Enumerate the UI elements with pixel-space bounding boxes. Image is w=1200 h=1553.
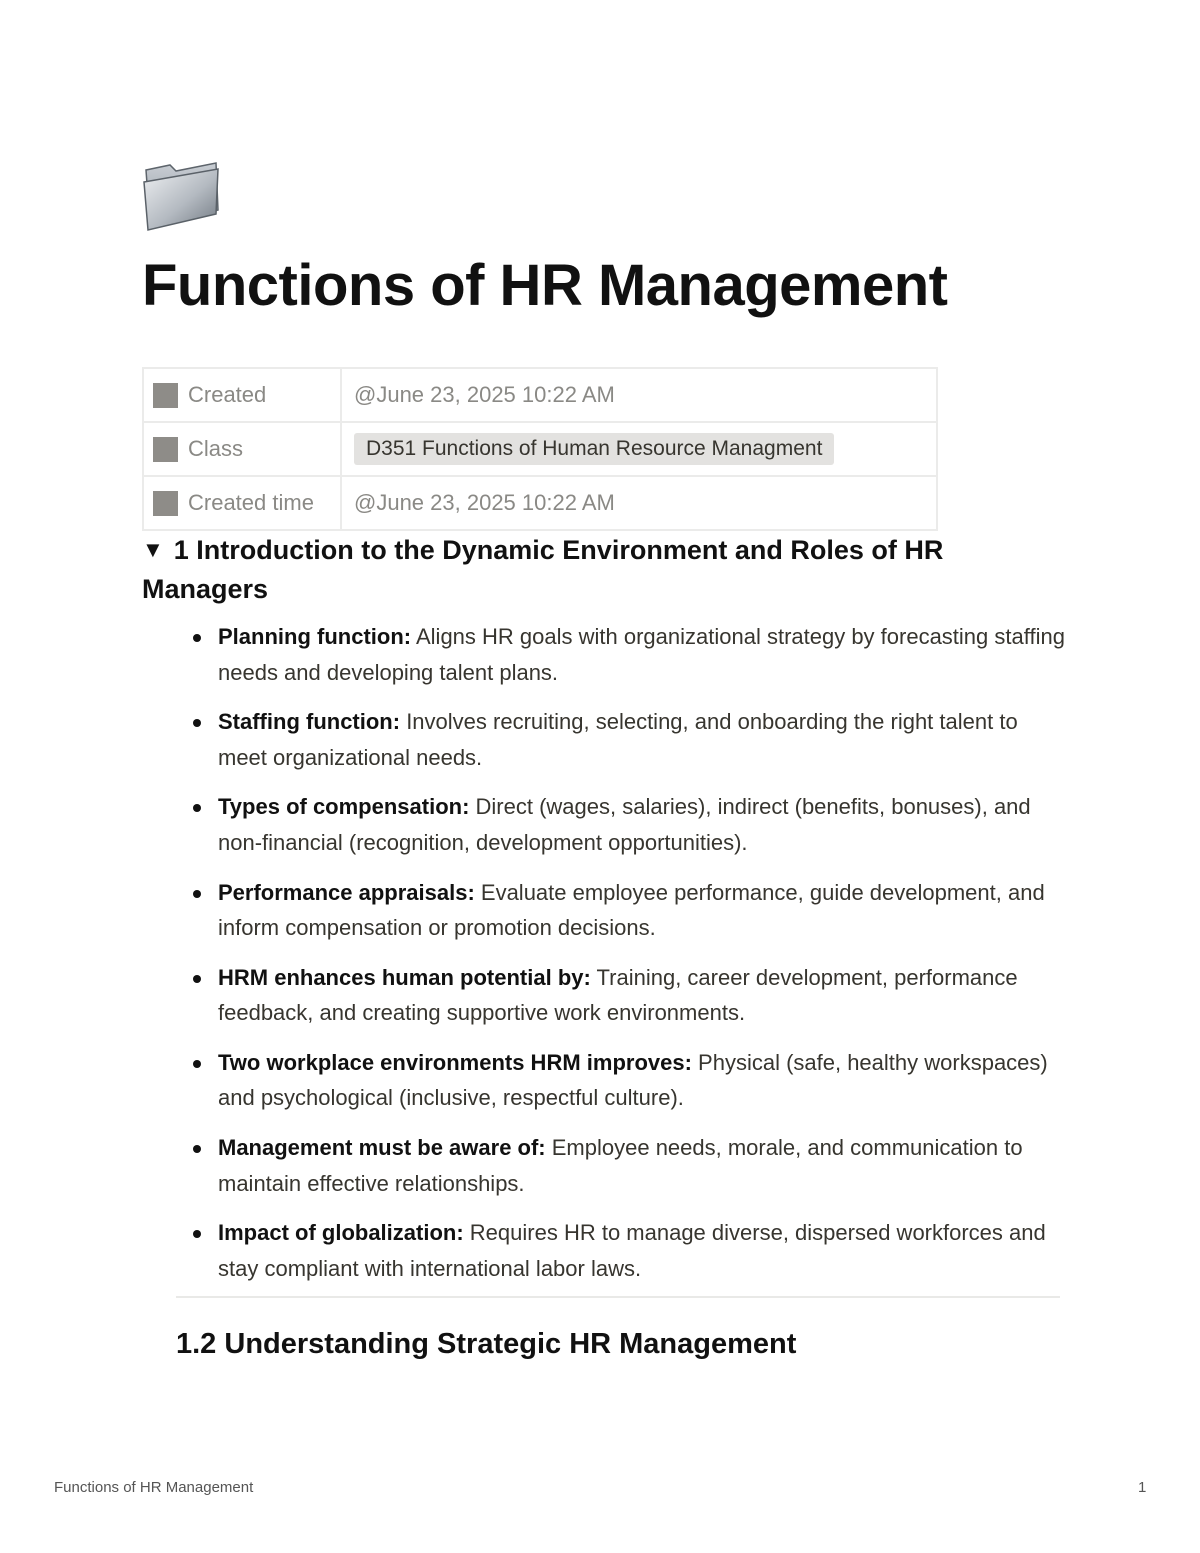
list-item [190,619,1070,690]
class-tag[interactable]: D351 Functions of Human Resource Managment [354,433,834,465]
footer-page-number: 1 [1138,1479,1147,1496]
list-item-text: Requires HR to manage diverse, dispersed workforces and stay compliant with international labor laws. [218,1220,1046,1281]
divider [176,1296,1060,1298]
bullet-icon [193,1060,201,1068]
list-item-term: Two workplace environments HRM improves: [218,1049,692,1075]
created-time-value[interactable]: @June 23, 2025 10:22 AM [354,490,615,515]
toggle-triangle-icon[interactable]: ▼ [142,537,164,562]
property-key-label: Created time [188,490,314,515]
property-row-created [143,368,937,422]
list-item [190,1045,1070,1116]
list-item-text: Training, career development, performance feedback, and creating supportive work environments. [218,964,1018,1026]
bullet-icon [193,719,201,727]
list-item [190,960,1070,1031]
bullet-icon [193,1145,201,1153]
property-type-icon [153,383,178,408]
folder-icon [140,152,222,234]
list-item [190,704,1070,775]
toggle-heading-section-1[interactable] [142,530,1062,609]
list-item [190,875,1070,946]
list-item-text: Aligns HR goals with organizational strategy by forecasting staffing needs and developing talent plans. [218,624,1065,685]
list-item-text: Evaluate employee performance, guide development, and inform compensation or promotion decisions. [218,879,1045,941]
bullet-icon [193,890,201,898]
section-1-heading-text: 1 Introduction to the Dynamic Environment and Roles of HR Managers [142,535,944,604]
property-key [144,382,340,408]
property-row-class [143,422,937,476]
list-item-term: HRM enhances human potential by: [218,964,591,990]
bullet-icon [193,804,201,812]
footer-title: Functions of HR Management [54,1479,254,1496]
property-row-created-time [143,476,937,530]
list-item-term: Staffing function: [218,709,401,735]
section-1-2-heading: 1.2 Understanding Strategic HR Management [176,1328,797,1360]
bullet-icon [193,1230,201,1238]
property-key-label: Class [188,436,244,461]
list-item-text: Employee needs, morale, and communication to maintain effective relationships. [218,1135,1023,1196]
list-item [190,1215,1070,1286]
bullet-icon [193,634,201,642]
list-item-text: Direct (wages, salaries), indirect (benefits, bonuses), and non-financial (recognition, development opportunities). [218,794,1031,855]
page-title: Functions of HR Management [142,253,948,318]
bulleted-list [190,619,1070,1301]
list-item-term: Planning function: [218,624,412,649]
bullet-icon [193,975,201,983]
list-item-term: Impact of globalization: [218,1220,464,1246]
created-date-value[interactable]: @June 23, 2025 10:22 AM [354,382,615,407]
property-key [144,490,340,516]
list-item [190,789,1070,860]
properties-table [142,367,938,531]
list-item-term: Types of compensation: [218,794,470,820]
property-key-label: Created [188,382,267,407]
property-type-icon [153,437,178,462]
property-key [144,436,340,462]
list-item [190,1130,1070,1201]
property-type-icon [153,491,178,516]
list-item-text: Involves recruiting, selecting, and onboarding the right talent to meet organizational needs. [218,709,1018,770]
list-item-text: Physical (safe, healthy workspaces) and psychological (inclusive, respectful culture). [218,1049,1048,1111]
list-item-term: Performance appraisals: [218,879,475,905]
list-item-term: Management must be aware of: [218,1135,546,1161]
